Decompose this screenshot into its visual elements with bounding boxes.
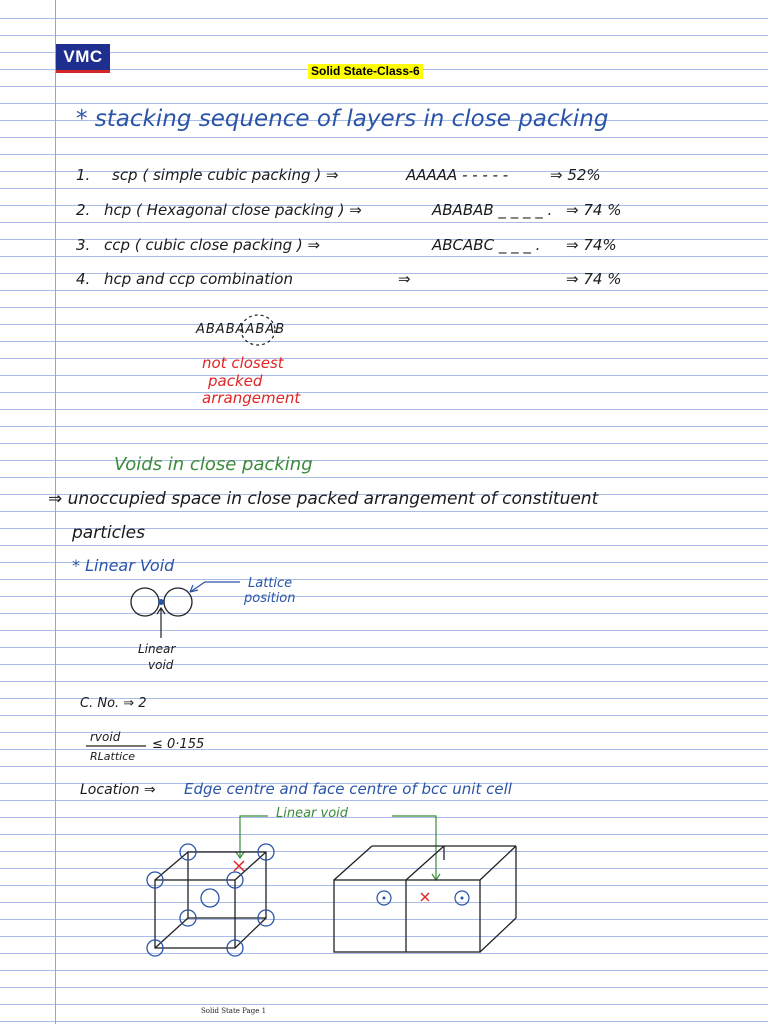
location-label: Location ⇒ — [80, 782, 156, 798]
linear-void-label-line1: Linear — [138, 642, 176, 656]
coordination-number: C. No. ⇒ 2 — [80, 696, 147, 711]
not-closest-line1: not closest — [202, 354, 284, 372]
row-1-name: scp ( simple cubic packing ) ⇒ — [112, 166, 339, 184]
lattice-label-line2: position — [244, 591, 296, 606]
row-4-sequence: ⇒ — [398, 270, 411, 288]
not-closest-line2: packed — [208, 372, 263, 390]
row-2-number: 2. — [76, 201, 91, 219]
diagram-linear-void-label: Linear void — [276, 806, 349, 821]
section-heading: * stacking sequence of layers in close packing — [76, 106, 609, 132]
linear-void-label-line2: void — [148, 658, 174, 672]
row-3-name: ccp ( cubic close packing ) ⇒ — [104, 236, 321, 254]
definition-line1: ⇒ unoccupied space in close packed arrangement of constituent — [48, 489, 599, 509]
row-4-name: hcp and ccp combination — [104, 270, 293, 288]
row-1-number: 1. — [76, 166, 91, 184]
row-4-number: 4. — [76, 270, 91, 288]
row-1-sequence: AAAAA - - - - - — [406, 166, 509, 184]
not-closest-line3: arrangement — [202, 389, 301, 407]
row-1-percent: ⇒ 52% — [550, 166, 601, 184]
voids-heading: Voids in close packing — [114, 454, 313, 475]
page-title: Solid State-Class-6 — [308, 64, 423, 79]
row-2-percent: ⇒ 74 % — [566, 201, 622, 219]
row-2-name: hcp ( Hexagonal close packing ) ⇒ — [104, 201, 362, 219]
row-3-percent: ⇒ 74% — [566, 236, 617, 254]
ratio-rhs: ≤ 0·155 — [152, 737, 205, 752]
sequence-example: ABABAABAB — [196, 322, 286, 337]
location-value: Edge centre and face centre of bcc unit cell — [184, 780, 512, 798]
linear-void-heading: * Linear Void — [72, 556, 175, 575]
definition-line2: particles — [72, 523, 145, 543]
page-footer: Solid State Page 1 — [201, 1007, 267, 1015]
row-3-sequence: ABCABC _ _ _ . — [432, 236, 541, 254]
ratio-denominator: RLattice — [90, 750, 136, 763]
row-2-sequence: ABABAB _ _ _ _ . — [432, 201, 553, 219]
vmc-logo: VMC — [56, 44, 110, 70]
ratio-numerator: rvoid — [90, 730, 121, 744]
row-3-number: 3. — [76, 236, 91, 254]
row-4-percent: ⇒ 74 % — [566, 270, 622, 288]
lattice-label-line1: Lattice — [248, 576, 293, 591]
